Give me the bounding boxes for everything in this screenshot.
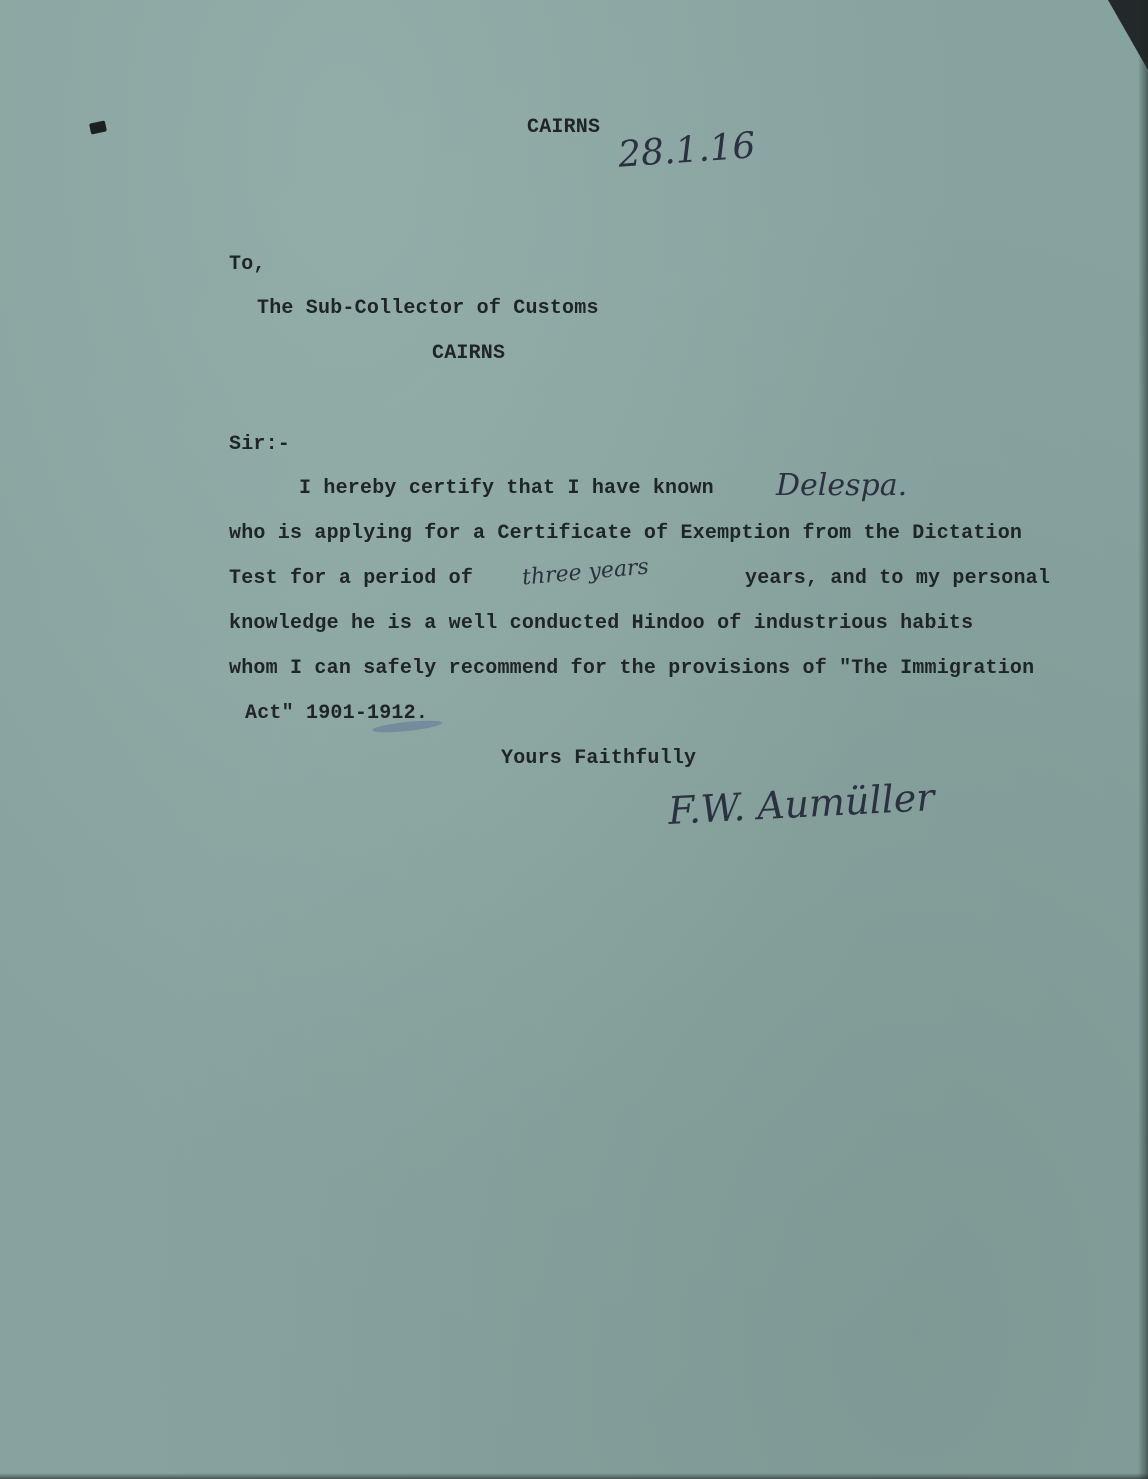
body-line-3-suffix: years, and to my personal [745,567,1051,590]
body-line-4: knowledge he is a well conducted Hindoo of industrious habits [229,612,974,635]
handwritten-name: Delespa. [776,468,908,503]
page-edge-shadow [1138,0,1148,1479]
body-line-5: whom I can safely recommend for the provisions of "The Immigration [229,657,1035,680]
ink-mark [89,120,107,134]
handwritten-date: 28.1.16 [616,125,757,176]
body-line-3-prefix: Test for a period of [229,567,474,590]
recipient-location: CAIRNS [432,342,506,365]
handwritten-period: three years [521,554,650,591]
greeting: Sir:- [229,433,291,456]
signature: F.W. Aumüller [667,775,936,833]
salutation-to: To, [229,253,266,276]
body-line-1: I hereby certify that I have known [299,477,714,500]
page-bottom-edge [0,1473,1148,1479]
recipient-title: The Sub-Collector of Customs [257,297,599,320]
body-line-6: Act" 1901-1912. [245,702,429,725]
place-heading: CAIRNS [527,116,601,139]
closing: Yours Faithfully [501,747,697,770]
body-line-2: who is applying for a Certificate of Exemption from the Dictation [229,522,1023,545]
